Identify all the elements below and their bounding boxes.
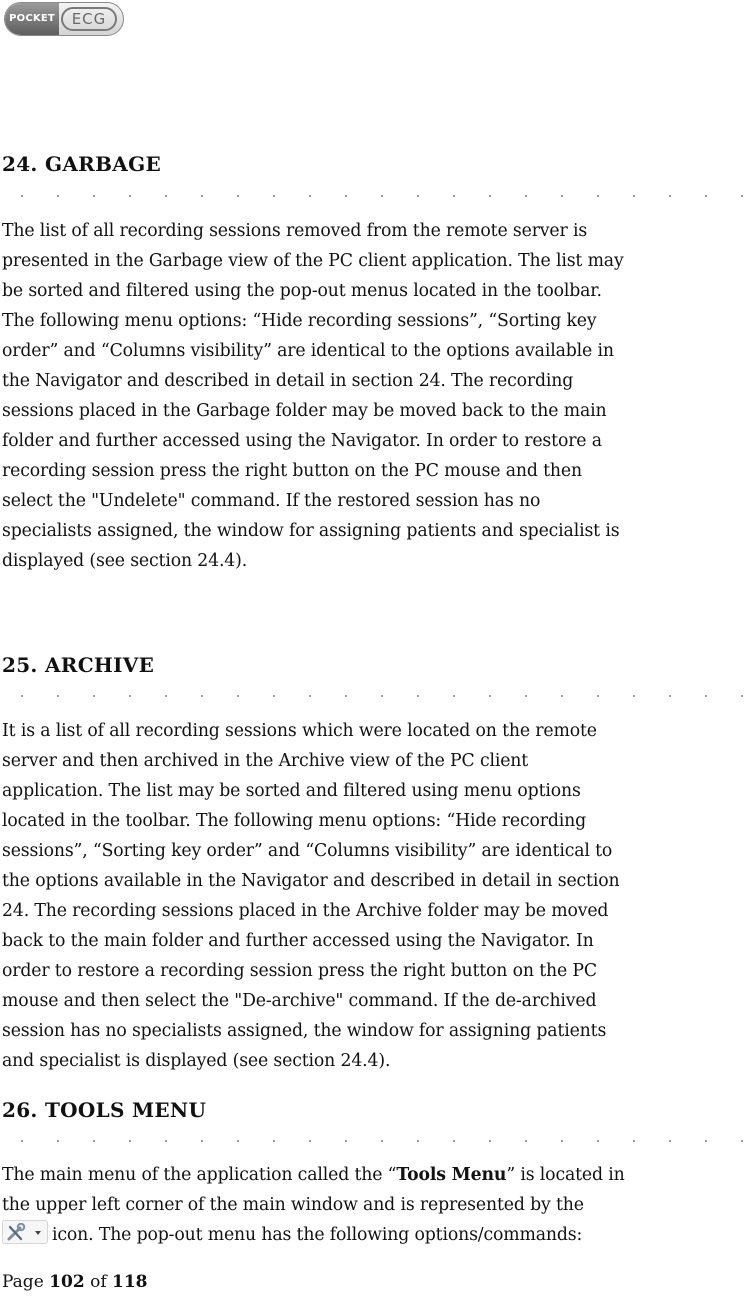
dotted-divider (4, 694, 745, 698)
text-line: application. The list may be sorted and filtered using menu options (2, 781, 581, 801)
text-line: It is a list of all recording sessions which were located on the remote (2, 721, 597, 741)
heading-archive: 25. ARCHIVE (2, 653, 155, 677)
paragraph-archive (2, 716, 742, 1076)
text-segment: The main menu of the application called the “ (2, 1165, 397, 1185)
heading-tools-menu: 26. TOOLS MENU (2, 1098, 207, 1122)
text-line: presented in the Garbage view of the PC client application. The list may (2, 251, 624, 271)
paragraph-tools-menu (2, 1160, 742, 1250)
text-line: be sorted and filtered using the pop-out menus located in the toolbar. (2, 281, 602, 301)
text-line (2, 1160, 742, 1190)
paragraph-garbage (2, 216, 742, 576)
dotted-divider (4, 1139, 745, 1143)
page-number: 102 (49, 1272, 85, 1292)
heading-garbage: 24. GARBAGE (2, 152, 162, 176)
page-label: Page (2, 1272, 44, 1292)
text-line: order” and “Columns visibility” are identical to the options available in (2, 341, 614, 361)
text-line: order to restore a recording session press the right button on the PC (2, 961, 597, 981)
text-line: the options available in the Navigator and described in detail in section (2, 871, 620, 891)
text-line: displayed (see section 24.4). (2, 551, 248, 571)
text-line: sessions placed in the Garbage folder may be moved back to the main (2, 401, 607, 421)
text-line: located in the toolbar. The following menu options: “Hide recording (2, 811, 587, 831)
text-line: mouse and then select the "De-archive" command. If the de-archived (2, 991, 597, 1011)
text-line: back to the main folder and further accessed using the Navigator. In (2, 931, 594, 951)
text-line: The following menu options: “Hide recording sessions”, “Sorting key (2, 311, 597, 331)
text-line: sessions”, “Sorting key order” and “Columns visibility” are identical to (2, 841, 613, 861)
of-label: of (90, 1272, 107, 1292)
text-line: the upper left corner of the main window and is represented by the (2, 1195, 584, 1215)
pocket-ecg-logo (4, 2, 124, 36)
text-segment: ” is located in (506, 1165, 625, 1185)
text-line (2, 1220, 742, 1250)
text-line: specialists assigned, the window for assigning patients and specialist is (2, 521, 620, 541)
text-line: session has no specialists assigned, the window for assigning patients (2, 1021, 607, 1041)
tools-menu-term: Tools Menu (396, 1165, 507, 1185)
logo-ecg-text: ECG (61, 7, 117, 31)
text-line: recording session press the right button on the PC mouse and then (2, 461, 582, 481)
text-line: 24. The recording sessions placed in the Archive folder may be moved (2, 901, 609, 921)
text-line: the Navigator and described in detail in section 24. The recording (2, 371, 574, 391)
page-footer (2, 1268, 148, 1296)
text-segment: icon. The pop-out menu has the following options/commands: (52, 1225, 583, 1245)
text-line: and specialist is displayed (see section 24.4). (2, 1051, 391, 1071)
tools-icon (2, 1220, 48, 1244)
text-line: select the "Undelete" command. If the restored session has no (2, 491, 541, 511)
total-pages: 118 (112, 1272, 148, 1292)
text-line: server and then archived in the Archive view of the PC client (2, 751, 529, 771)
text-line: folder and further accessed using the Navigator. In order to restore a (2, 431, 602, 451)
text-line: The list of all recording sessions removed from the remote server is (2, 221, 588, 241)
logo-pocket-text: POCKET (5, 3, 59, 35)
dotted-divider (4, 194, 745, 198)
